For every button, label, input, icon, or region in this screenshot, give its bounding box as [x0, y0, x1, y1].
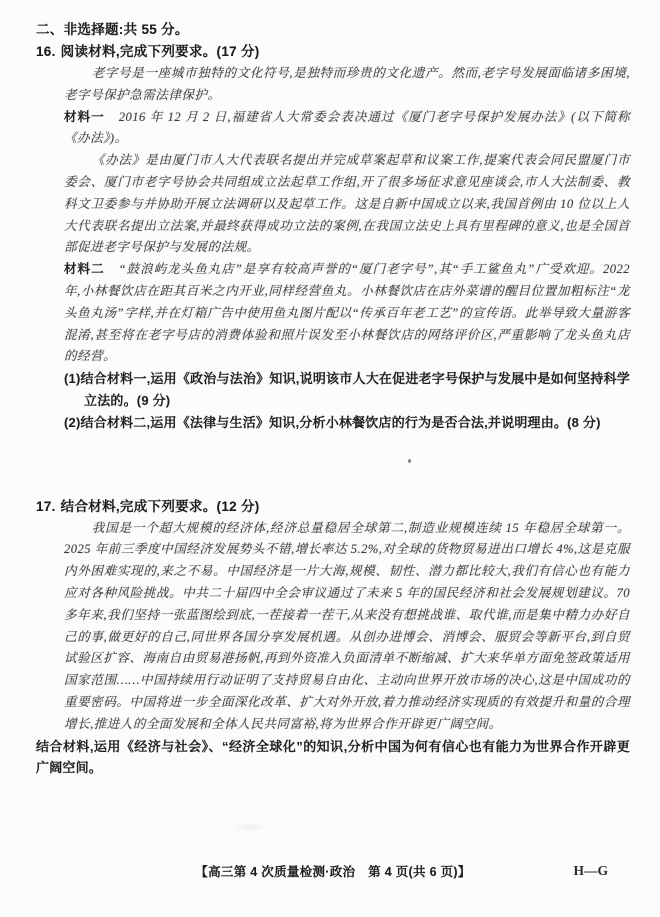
- q16-material1-paragraph: [64, 107, 630, 151]
- scan-artifact-dot: [408, 459, 411, 463]
- section-header: 二、非选择题:共 55 分。: [36, 22, 189, 37]
- scan-artifact-smudge: [230, 822, 270, 832]
- material2-text: “鼓浪屿龙头鱼丸店”是享有较高声誉的“厦门老字号”,其“手工鲨鱼丸”广受欢迎。2022 年,小林餐饮店在距其百米之内开业,同样经营鱼丸。小林餐饮店在店外菜谱的醒目位置加粗标注“龙头鱼丸汤”字样,并在灯箱广告中使用鱼丸图片配以“传承百年老工艺”的宣传语。此举导致大量游客混淆,甚至将在老字号店的消费体验和照片误发至小林餐饮店的网络评价区,严重影响了龙头鱼丸店的经营。: [64, 262, 630, 364]
- blank-gap: [36, 434, 630, 496]
- question-17-number: 17.: [36, 498, 56, 514]
- material1-label: 材料一: [64, 109, 105, 124]
- q16-subquestion-2: (2)结合材料二,运用《法律与生活》知识,分析小林餐饮店的行为是否合法,并说明理由。(8 分): [64, 414, 601, 430]
- footer-exam-code: H—G: [573, 863, 608, 878]
- question-17-body: [64, 518, 630, 736]
- question-16-header: [36, 41, 630, 63]
- material2-label: 材料二: [64, 262, 105, 277]
- q16-intro-paragraph: 老字号是一座城市独特的文化符号,是独特而珍贵的文化遗产。然而,老字号发展面临诸多困境,老字号保护急需法律保护。: [64, 66, 630, 102]
- question-17-header: [36, 496, 630, 518]
- page-footer: [36, 862, 630, 881]
- question-16-number: 16.: [36, 44, 56, 59]
- q17-material-paragraph: 我国是一个超大规模的经济体,经济总量稳居全球第二,制造业规模连续 15 年稳居全球第一。2025 年前三季度中国经济发展势头不错,增长率达 5.2%,对全球的货物贸易进出口增长 4%,这是克服内外困难实现的,来之不易。中国经济是一片大海,规模、韧性、潜力都比较大,我们有信心也有能力应对各种风险挑战。中共二十届四中全会审议通过了未来 5 年的国民经济和社会发展规划建议。70 多年来,我们坚持一张蓝图绘到底,一茬接着一茬干,从来没有想挑战谁、取代谁,而是集中精力办好自己的事,做更好的自己,同世界各国分享发展机遇。从创办进博会、消博会、服贸会等新平台,到自贸试验区扩容、海南自由贸易港扬帆,再到外资准入负面清单不断缩减、扩大来华单方面免签政策适用国家范围……中国持续用行动证明了支持贸易自由化、主动向世界开放市场的决心,这是中国成功的重要密码。中国将进一步全面深化改革、扩大对外开放,着力推动经济实现质的有效提升和量的合理增长,推进人的全面发展和全体人民共同富裕,将为世界合作开辟更广阔空间。: [64, 520, 630, 731]
- q16-subquestion-1: (1)结合材料一,运用《政治与法治》知识,说明该市人大在促进老字号保护与发展中是如何坚持科学立法的。(9 分): [64, 371, 630, 408]
- question-17-title: 结合材料,完成下列要求。(12 分): [60, 498, 260, 514]
- question-16-body: [64, 63, 630, 434]
- material1-text: 2016 年 12 月 2 日,福建省人大常委会表决通过《厦门老字号保护发展办法》(以下简称《办法》)。: [64, 109, 630, 146]
- q16-material2-paragraph: [64, 259, 630, 368]
- q16-material1-detail-paragraph: 《办法》是由厦门市人大代表联名提出并完成草案起草和议案工作,提案代表会同民盟厦门市委会、厦门市老字号协会共同组成立法起草工作组,开了很多场征求意见座谈会,市人大法制委、教科文卫委参与并协助开展立法调研以及起草工作。这是自新中国成立以来,我国首例由 10 位以上人大代表联名提出立法案,并最终获得成功立法的案例,在我国立法史上具有里程碑的意义,也是全国首部促进老字号保护与发展的法规。: [64, 153, 630, 255]
- footer-page-info: 【高三第 4 次质量检测·政治 第 4 页(共 6 页)】: [195, 865, 471, 879]
- q17-closing-instruction: 结合材料,运用《经济与社会》、“经济全球化”的知识,分析中国为何有信心也有能力为世界合作开辟更广阔空间。: [36, 738, 630, 776]
- question-16-title: 阅读材料,完成下列要求。(17 分): [60, 44, 260, 59]
